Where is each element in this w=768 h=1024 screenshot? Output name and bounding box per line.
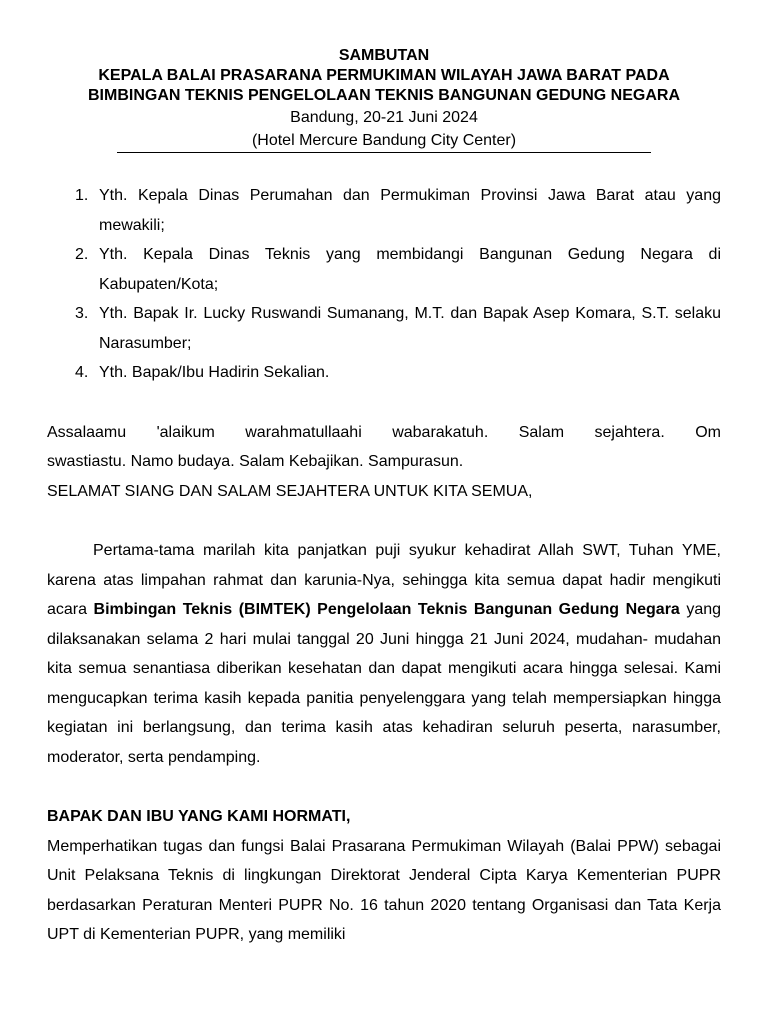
list-number: 2. — [75, 246, 89, 263]
list-item-text: Yth. Kepala Dinas Teknis yang membidangi Bangunan Gedung Negara di Kabupaten/Kota; — [99, 246, 721, 293]
addressee-list — [47, 181, 721, 388]
greeting-line-3: SELAMAT SIANG DAN SALAM SEJAHTERA UNTUK KITA SEMUA, — [47, 482, 533, 500]
list-item-text: Yth. Bapak Ir. Lucky Ruswandi Sumanang, M.T. dan Bapak Asep Komara, S.T. selaku Narasumber; — [99, 305, 721, 352]
list-item — [47, 240, 721, 299]
document-header — [47, 46, 721, 153]
place-date: Bandung, 20-21 Juni 2024 — [290, 109, 478, 126]
opening-paragraph — [47, 536, 721, 772]
greeting-block — [47, 418, 721, 507]
document-title: SAMBUTAN — [338, 47, 430, 64]
list-number: 3. — [75, 305, 89, 322]
header-line-3: BIMBINGAN TEKNIS PENGELOLAAN TEKNIS BANGUNAN GEDUNG NEGARA — [87, 87, 680, 104]
venue: (Hotel Mercure Bandung City Center) — [117, 130, 651, 153]
list-item-text: Yth. Bapak/Ibu Hadirin Sekalian. — [99, 364, 330, 381]
event-name: Bimbingan Teknis (BIMTEK) Pengelolaan Teknis Bangunan Gedung Negara — [93, 601, 680, 618]
section-heading: BAPAK DAN IBU YANG KAMI HORMATI, — [47, 808, 351, 825]
list-item — [47, 299, 721, 358]
section-paragraph: Memperhatikan tugas dan fungsi Balai Prasarana Permukiman Wilayah (Balai PPW) sebagai Unit Pelaksana Teknis di lingkungan Direktorat Jenderal Cipta Karya Kementerian PUPR berdasarkan Peraturan Menteri PUPR No. 16 tahun 2020 tentang Organisasi dan Tata Kerja UPT di Kementerian PUPR, yang memiliki — [47, 837, 721, 943]
opening-text-start: Pertama-tama marilah kita panjatkan puji syukur kehadirat Allah SWT, Tuhan YME, karena atas limpahan rahmat dan karunia-Nya, sehingga kita semua dapat hadir mengikuti acara — [47, 542, 721, 618]
greeting-line-1: Assalaamu 'alaikum warahmatullaahi wabarakatuh. Salam sejahtera. Om — [47, 423, 721, 441]
greeting-line-2: swastiastu. Namo budaya. Salam Kebajikan. Sampurasun. — [47, 453, 464, 470]
list-number: 4. — [75, 364, 89, 381]
opening-text-end: yang dilaksanakan selama 2 hari mulai tanggal 20 Juni hingga 21 Juni 2024, mudahan- mudahan kita semua senantiasa diberikan kesehatan dan dapat mengikuti acara hingga selesai. Kami mengucapkan terima kasih kepada panitia penyelenggara yang telah mempersiapkan hingga kegiatan ini berlangsung, dan terima kasih atas kehadiran seluruh peserta, narasumber, moderator, serta pendamping. — [47, 601, 722, 766]
list-item — [47, 181, 721, 240]
list-item-text: Yth. Kepala Dinas Perumahan dan Permukiman Provinsi Jawa Barat atau yang mewakili; — [99, 187, 721, 234]
list-number: 1. — [75, 187, 89, 204]
list-item — [47, 358, 721, 388]
header-line-2: KEPALA BALAI PRASARANA PERMUKIMAN WILAYAH JAWA BARAT PADA — [98, 67, 670, 84]
